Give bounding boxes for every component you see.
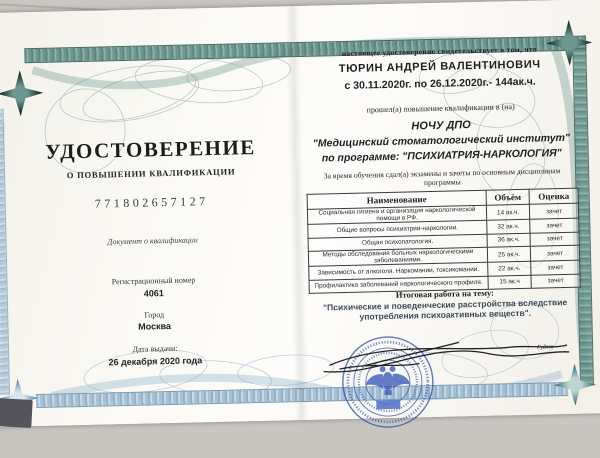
column-header-name: Наименование — [307, 190, 486, 209]
completed-training-line: прошел(а) повышение квалификации в (на) — [366, 102, 515, 115]
course-volume-cell: 22 ак.ч. — [488, 261, 532, 275]
course-grade-cell: зачет — [531, 260, 580, 275]
issue-date-value: 26 декабря 2020 года — [108, 355, 203, 368]
certificate-number: 771802657127 — [94, 194, 209, 211]
course-volume-cell: 32 ак.ч. — [487, 219, 531, 233]
course-grade-cell: зачет — [530, 203, 579, 219]
training-period: с 30.11.2020г. по 26.12.2020г.- 144ак.ч. — [344, 75, 536, 92]
column-header-volume: Объём — [486, 189, 530, 205]
registration-number-value: 4061 — [143, 288, 164, 299]
signatory-name: Гудзев — [536, 343, 554, 351]
certificate-title: УДОСТОВЕРЕНИЕ — [44, 134, 257, 164]
city-value: Москва — [138, 320, 172, 332]
certificate-subtitle: О ПОВЫШЕНИИ КВАЛИФИКАЦИИ — [66, 166, 236, 181]
organization-type: НОЧУ ДПО — [411, 119, 471, 133]
course-name-cell: Профилактика заболеваний наркологического профиля. — [309, 276, 488, 294]
course-volume-cell: 15 ак.ч — [488, 275, 532, 289]
signature-icon — [323, 340, 570, 372]
course-name-cell: Общая психопатология. — [308, 234, 487, 252]
course-name-cell: Социальная гигиена и организация наркологической помощи в РФ. — [307, 205, 486, 224]
course-grade-cell: зачет — [530, 218, 579, 233]
seal-eagle-icon — [365, 366, 412, 396]
city-label: Город — [144, 310, 165, 320]
exams-note: За время обучения сдал(а) экзамены и зачеты по основным дисциплинам программы — [323, 166, 561, 188]
course-volume-cell: 36 ак.ч. — [487, 233, 531, 247]
official-seal-icon — [308, 314, 585, 446]
certificate-left-page — [18, 134, 288, 390]
corner-star-top-left-icon — [0, 70, 44, 117]
program-name: по программе: "ПСИХИАТРИЯ-НАРКОЛОГИЯ" — [321, 147, 562, 165]
holder-name: ТЮРИН АНДРЕЙ ВАЛЕНТИНОВИЧ — [338, 58, 541, 76]
issue-date-label: Дата выдачи: — [132, 343, 178, 354]
certificate-right-page — [298, 36, 588, 414]
registration-number-label: Регистрационный номер — [111, 275, 196, 287]
document-type-label: Документ о квалификации — [107, 235, 198, 247]
course-grade-cell: зачет — [531, 245, 580, 261]
seal-and-signature-area — [308, 314, 585, 446]
column-header-grade: Оценка — [529, 188, 578, 204]
organization-name: "Медицинский стоматологический институт" — [312, 131, 571, 150]
course-name-cell: Методы обследования больных наркологическими заболеваниями. — [308, 247, 487, 266]
course-volume-cell: 25 ак.ч. — [487, 246, 531, 262]
final-work-label: Итоговая работа на тему: — [395, 287, 495, 300]
course-grade-cell: зачет — [531, 274, 580, 289]
certifies-that-line: настоящее удостоверение свидетельствует о том, что — [341, 44, 538, 59]
scanner-background-corner — [0, 398, 33, 428]
course-volume-cell: 14 ак.ч. — [486, 204, 530, 220]
course-grade-cell: зачет — [530, 232, 579, 247]
final-work-title: "Психические и поведенческие расстройства вследствие употребления психоактивных веществ". — [322, 296, 568, 322]
course-name-cell: Зависимость от алкоголя. Наркомании, токсикомании. — [309, 262, 488, 280]
guilloche-left-border — [0, 109, 10, 395]
course-name-cell: Общие вопросы психиатрии-наркологии. — [308, 220, 487, 238]
courses-table — [307, 188, 581, 294]
